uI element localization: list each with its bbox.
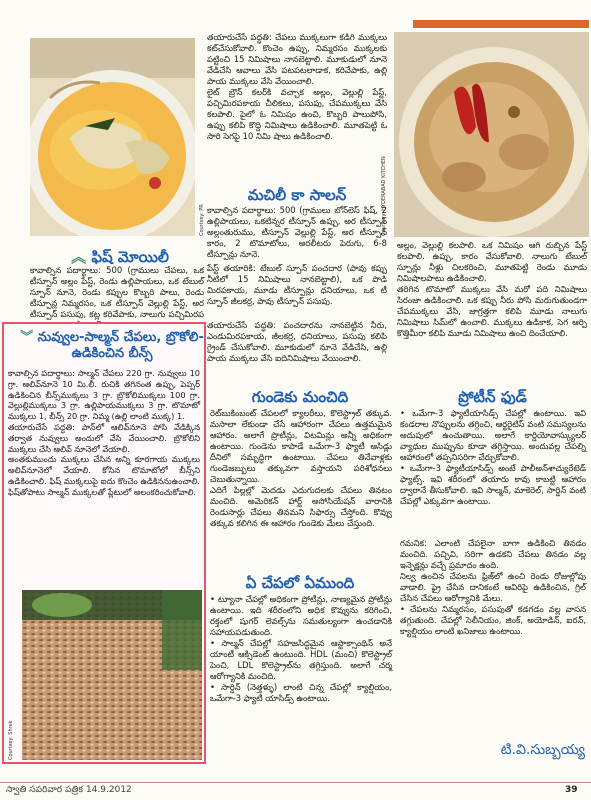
footer-rule	[0, 782, 591, 783]
salan-method-continued-text: అల్లం, వెల్లుల్లి కలపాలి. ఒక నిమిషం ఆగి రుబ్బిన పేస్ట్ కలపాలి. ఉప్పు, కారం వేసుకోవాలి. నాలుగు టేబుల్ స్పూన్లు నీళ్లు చిలకరించి, మూతపెట్టి రెండు మూడు నిమిషాలపాటు ఉడికించాలి. తరిగిన టొమాటో ముక్కలు వేసి మరో పది నిమిషాలు సిరంజా ఉడికించాలి. ఒక కప్పు నీరు పోసి మరుగుతుండగా చేపముక్కలు వేసి, జాగ్రత్తగా కలిపి మూడు నాలుగు నిమిషాలు సిమ్‌లో ఉంచాలి. ముక్కలు ఉడికాక, సెగ ఆర్పి కొత్తిమీరా కలిపి మూడు నిమిషాలు ఉంచి దించేయాలి.	[397, 240, 587, 338]
byline: టి.వి.సుబ్బయ్య	[500, 742, 585, 758]
salan-paste-text: పేస్ట్ తయారికి: టేబుల్ స్పూన్ పంచదార (పావు కప్పు నీటిలో 15 నిమిషాలు నానబెట్టాలి), ఒక పొడి మిరపకాయ, మూడు టీస్పూన్లు ధనియాలు, ఒక టీ స్పూన్ జీలకర్ర, పావు టీస్పూన్ పసుపు.	[207, 263, 387, 306]
machili-salan-heading: మచిలీ కా సాలన్	[247, 186, 347, 204]
gundeku-text: రెట్‌బుకింబంట్ చేపలలో క్యాలరీలు, కొలెస్ట్రాల్ తక్కువ. మసాలా లేకుండా చేసే ఆహారంగా చేపలు ఉత్తమమైన ఆహారం. అలాగే ప్రొటీన్లు, విటమిన్లు అన్నీ అధికంగా ఉంటాయి. గుండెను కాపాడే ఒమేగా-3 ఫ్యాటీ ఆసిడ్లు దీనిలో సమృద్ధిగా ఉంటాయి. చేపలు తినేవాళ్లకు గుండెజబ్బులు తక్కువగా వస్తాయని పరిశోధనలు చెబుతున్నాయి. ఎదిగే పిల్లల్లో మెదడు ఎదుగుదలకు చేపలు తినటం మంచిది. అమెరికన్ హార్ట్ అసోసియేషన్ వారానికి రెండుసార్లు చేపలు తినమని సిఫార్సు చేస్తోంది. కొవ్వు తక్కువ కలిగిన ఈ ఆహారం గుండెకు మేలు చేస్తుంది.	[210, 408, 392, 528]
gamanika-text: గమనిక: ఎలాంటి చేపలైనా బాగా ఉడికించి తినడం మంచిది. పచ్చివి, సరిగా ఉడకని చేపలు తినడం వల్ల ఇన్ఫెక్షన్లు వచ్చే ప్రమాదం ఉంది. నిల్వ ఉంచిన చేపలను ఫ్రిజ్‌లో ఉంచి రెండు రోజుల్లోపు వాడాలి. ఫ్రై చేసిన దానికంటే ఆవిరిపై ఉడికించిన, గ్రిల్ చేసిన చేపలు ఆరోగ్యానికి మేలు. • చేపలను నిమ్మరసం, పసుపుతో కడగడం వల్ల వాసన తగ్గుతుంది. చేపల్లో సెలీనియం, జింక్, అయోడిన్, ఐరన్, క్యాల్షియం లాంటి ఖనిజాలు ఉంటాయి.	[400, 538, 586, 636]
salmon-text: కావాల్సిన పదార్థాలు: సాల్మన్ చేపలు 220 గ్రా. నువ్వులు 10 గ్రా. ఆలివ్‌నూనె 10 మి.లీ. రుచికి తగినంత ఉప్పు, పెప్పర్ ఉడికించిన బీన్స్‌ముక్కలు 3 గ్రా. బ్రొకోలిముక్కలు 100 గ్రా. వెల్లుల్లిముక్కలు 3 గ్రా. ఉల్లిపాయముక్కలు 3 గ్రా. టొమాటో ముక్కలు 1, బీన్స్ 20 గ్రా. నిమ్మ (ఉల్లి లాంటి ముక్క) 1. తయారుచేసే పద్ధతి: పాన్‌లో ఆలివ్‌నూనె పోసి వేడిక్కిన తర్వాత నువ్వులు అందులో వేసి వేయించాలి. బ్రొకోలిని ముక్కలు చేసి ఆలివ్ నూనెలో వేయాలి. అంతకుముందు ముక్కలు చేసిన అన్ని కూరగాయ ముక్కలు అలివ్‌నూనెలో వేయాలి. కోసిన టొమాటోలో బీన్స్‌ని ఉడికించాలి. ఫిష్ ముక్కలుపై ఐదు కొంచెం ఉడికిననుఉంచాలి. ఫిష్‌తోపాటు సాల్మన్ ముక్కలతో ప్లేటులో అలంకరించుకోవాలి.	[8, 368, 200, 497]
salmon-heading	[20, 330, 204, 362]
fish-salan-illustration	[394, 32, 589, 237]
protein-food-text: • ఒమేగా-3 ఫ్యాటీయాసిడ్స్ చేపల్లో ఉంటాయి. ఇవి కండరాల నొప్పులను తగ్గించి, ఆర్థరైటిస్ వంటి సమస్యలను అదుపులో ఉంచుతాయి. అలాగే కార్డియోవాస్క్యులర్ వ్యాధుల ముప్పును కూడా తగ్గిస్తాయి. అందువల్ల చేపల్ని ఆహారంలో తప్పనిసరిగా చేర్చుకోవాలి. • ఒమేగా-3 ఫ్యాటీయాసిడ్స్ అంటే పాలీఅన్‌శాచ్యురేటెడ్ ఫ్యాట్స్. ఇవి శరీరంలో తయారు కావు కాబట్టి ఆహారం ద్వారానే తీసుకోవాలి. ఇవి సాల్మన్, మాకెరెల్, సార్డిన్ వంటి చేపల్లో ఎక్కువగా ఉంటాయి.	[400, 408, 586, 506]
gundeku-heading: గుండెకు మంచిది	[251, 388, 349, 406]
e-chepalo-heading: ఏ చేపలో ఏముంది	[245, 574, 355, 592]
footer-magazine-info: స్వాతి సపరివార పత్రిక 14.9.2012	[6, 785, 132, 795]
photo-credit-3: Courtesy: Shrek	[8, 720, 14, 760]
chevron-down-icon: ︾	[20, 330, 38, 345]
sesame-seeds-illustration	[22, 590, 202, 760]
salmon-title: నువ్వుల-సాల్మన్ చేపలు, బ్రొకోలి-ఉడికించిన బీన్స్	[37, 330, 204, 361]
protein-food-heading: ప్రోటీన్ ఫుడ్	[458, 388, 527, 406]
salan-ingredients-text: కావాల్సిన పదార్థాలు: 500 (గ్రాములు బోన్‌లెస్ ఫిష్, 2 ఉల్లిపాయలు, ఒకటిన్నర టీస్పూన్ ఉప్పు, అర టీస్పూన్ అల్లంతురుము, టీస్పూన్ వెల్లుల్లి పేస్ట్, అర టీస్పూన్ కారం, 2 టొమాటోలు, అరలీటరు పెరుగు, 6-8 టీస్పూన్లు నూనె.	[207, 205, 387, 259]
photo-credit-1: Courtesy: PR	[199, 204, 205, 236]
fish-moilee-illustration	[30, 38, 195, 236]
fish-moilee-title: ఫిష్ మోయిలీ	[91, 248, 169, 266]
orange-bar	[413, 20, 589, 28]
page-number: 39	[565, 785, 578, 795]
fish-moilee-photo	[30, 38, 195, 236]
chevron-up-icon: ︽	[71, 248, 92, 266]
salan-method-text: తయారుచేసే పద్ధతి: పంచదారను నానబెట్టిన నీరు, ఎండుమిరపకాయ, జీలకర్ర, ధనియాలు, పసుపు కలిపి గ్రైండ్ చేసుకోవాలి. మూకుడులో నూనె వేడిచేసి, ఉల్లి పాయ ముక్కలు వేసి ఐదినిమిషాలు వేయించాలి.	[207, 320, 387, 363]
machili-salan-photo	[394, 32, 589, 237]
photo-credit-2: Courtesy: HYDERABAD KITCHEN	[381, 156, 387, 236]
moilee-method-text: తయారుచేసే పద్ధతి: చేపలు ముక్కలుగా కడిగి ముక్కలు కట్‌చేసుకోవాలి. కొంచెం ఉప్పు, నిమ్మరసం ముక్కలకు పట్టించి 15 నిమిషాలు నానబెట్టాలి. మూకుడులో నూనె వేడిచేసి ఆవాలు వేసి పటపటలాడాక, కరివేపాకు, ఉల్లి పాయ ముక్కలు వేసి వేయించాలి. లైట్ బ్రౌన్ కలర్‌కి వచ్చాక అల్లం, వెల్లుల్లి పేస్ట్, పచ్చిమిరపకాయ చీలికలు, పసుపు, చేపముక్కలు వేసి కలపాలి. పైలో ఓ నిమిషం ఉంచి, కొబ్బరి పాలుపోసి, ఉప్పు కలిపి కొద్ది నిమిషాలు ఉడికించాలి. మూతపెట్టి ఓ సారి సెగపై 10 నిమి షాలు ఉడికించాలి.	[207, 32, 387, 141]
e-chepalo-text: • ట్యూనా చేపల్లో అధికంగా ప్రోటీన్లు, నాణ్యమైన ప్రోటీన్లు ఉంటాయి. ఇది శరీరంలోని అధిక కొవ్వును కరిగించి, రక్తంలో షుగర్ లెవల్స్‌ను సమతుల్యంగా ఉంచడానికి సహాయపడుతుంది. • సాల్మన్ చేపల్లో సహజసిద్ధమైన ఆస్టాక్సాంథిన్ అనే యాంటీ ఆక్సిడెంట్ ఉంటుంది. HDL (మంచి) కొలెస్ట్రాల్ పెంచి, LDL కొలెస్ట్రాల్‌ను తగ్గిస్తుంది. అలాగే చర్మ ఆరోగ్యానికి మంచిది. • సార్డిన్ (నెత్తళ్ళు) లాంటి చిన్న చేపల్లో క్యాల్షియం, ఒమేగా-3 ఫ్యాటీ యాసిడ్స్ ఉంటాయి.	[210, 594, 392, 703]
sesame-photo	[22, 590, 202, 760]
fish-moilee-text: కావాల్సిన పదార్థాలు: 500 (గ్రాములు చేపలు, ఒక టీస్పూన్ అల్లం పేస్ట్, రెండు ఉల్లిపాయలు, ఒక టేబుల్ స్పూన్ నూనె, రెండు కప్పుల కొబ్బరి పాలు, రెండు టీస్పూన్ల నిమ్మరసం, ఒక టీస్పూన్ వెల్లుల్లి పేస్ట్, అర టీస్పూన్ పసుపు, కట్ల కరివేపాకు, నాలుగు పచ్చిమిరప	[30, 265, 204, 319]
